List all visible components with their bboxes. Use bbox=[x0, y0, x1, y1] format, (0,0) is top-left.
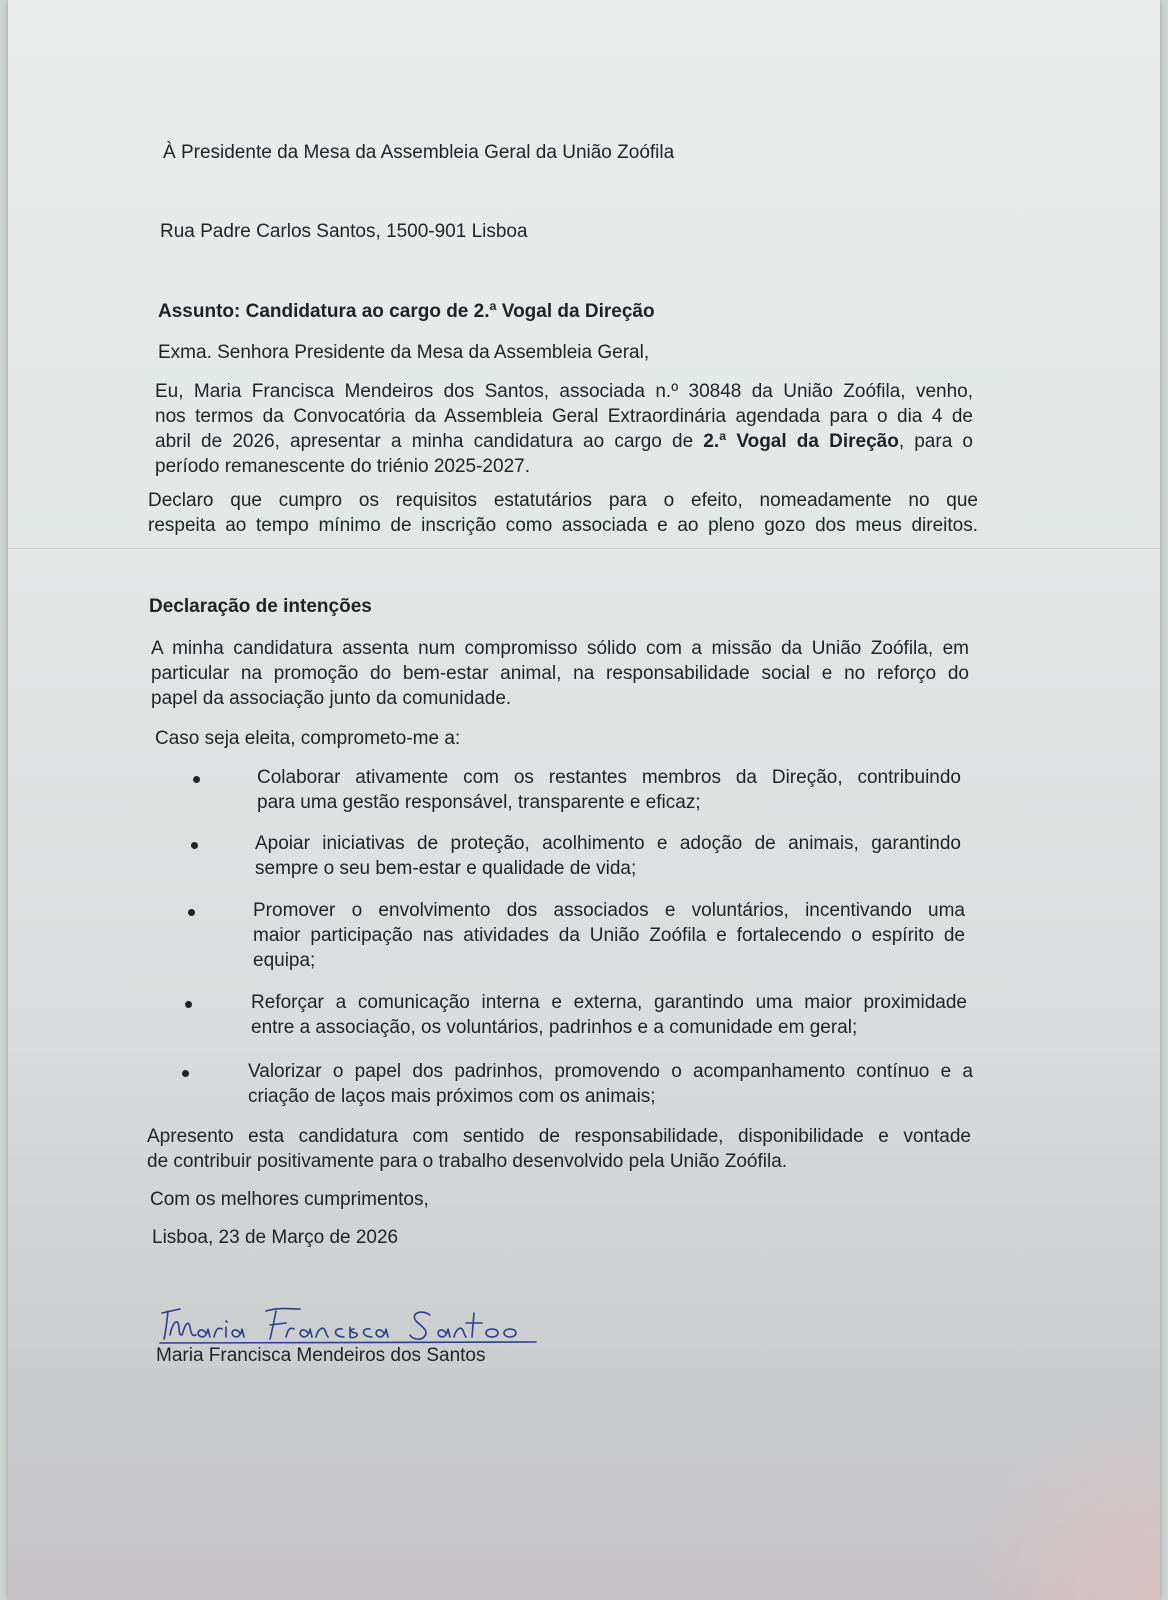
letter-page bbox=[8, 0, 1160, 1600]
closing-line: Apresento esta candidatura com sentido de responsabilidade, disponibilidade e vontade bbox=[147, 1126, 971, 1147]
intentions-line: A minha candidatura assenta num compromisso sólido com a missão da União Zoófila, em bbox=[151, 638, 969, 659]
bullet-icon bbox=[191, 842, 198, 849]
declaration-paragraph bbox=[148, 488, 978, 538]
commitment-item: Promover o envolvimento dos associados e voluntários, incentivando uma maior participação nas atividades da União Zoófila e fortalecendo o espírito de equipa; bbox=[253, 900, 965, 971]
commitments-lead: Caso seja eleita, comprometo-me a: bbox=[155, 728, 461, 749]
commitment-item: Reforçar a comunicação interna e externa, garantindo uma maior proximidade entre a associação, os voluntários, padrinhos e a comunidade em geral; bbox=[251, 992, 967, 1038]
intro-line: abril de 2026, apresentar a minha candidatura ao cargo de 2.ª Vogal da Direção, para o bbox=[155, 431, 973, 452]
printed-signatory-name: Maria Francisca Mendeiros dos Santos bbox=[156, 1345, 486, 1366]
closing-paragraph bbox=[147, 1124, 971, 1174]
paper-fold-crease bbox=[8, 548, 1160, 550]
commitment-item: Colaborar ativamente com os restantes membros da Direção, contribuindo para uma gestão responsável, transparente e eficaz; bbox=[257, 767, 961, 813]
position-emphasis: 2.ª Vogal da Direção bbox=[703, 431, 899, 452]
intentions-paragraph bbox=[151, 636, 969, 711]
handwritten-signature bbox=[158, 1305, 548, 1345]
intro-line: nos termos da Convocatória da Assembleia Geral Extraordinária agendada para o dia 4 de bbox=[155, 406, 973, 427]
commitment-item: Valorizar o papel dos padrinhos, promovendo o acompanhamento contínuo e a criação de laços mais próximos com os animais; bbox=[248, 1061, 973, 1107]
declaration-line: respeita ao tempo mínimo de inscrição como associada e ao pleno gozo dos meus direitos. bbox=[148, 515, 978, 536]
bullet-icon bbox=[182, 1070, 189, 1077]
place-date: Lisboa, 23 de Março de 2026 bbox=[152, 1227, 399, 1248]
salutation: Exma. Senhora Presidente da Mesa da Assembleia Geral, bbox=[158, 342, 650, 363]
intentions-heading: Declaração de intenções bbox=[149, 596, 372, 617]
declaration-line: Declaro que cumpro os requisitos estatutários para o efeito, nomeadamente no que bbox=[148, 490, 978, 511]
bullet-icon bbox=[188, 909, 195, 916]
intentions-line: papel da associação junto da comunidade. bbox=[151, 688, 512, 709]
intro-line: período remanescente do triénio 2025-2027. bbox=[155, 456, 530, 477]
bullet-icon bbox=[185, 1001, 192, 1008]
intro-paragraph bbox=[155, 379, 973, 479]
closing-line: de contribuir positivamente para o trabalho desenvolvido pela União Zoófila. bbox=[147, 1151, 788, 1172]
recipient-address: Rua Padre Carlos Santos, 1500-901 Lisboa bbox=[160, 221, 528, 242]
intentions-line: particular na promoção do bem-estar animal, na responsabilidade social e no reforço do bbox=[151, 663, 969, 684]
bullet-icon bbox=[193, 776, 200, 783]
recipient-line: À Presidente da Mesa da Assembleia Geral da União Zoófila bbox=[163, 142, 675, 163]
subject-line: Assunto: Candidatura ao cargo de 2.ª Vogal da Direção bbox=[158, 301, 655, 322]
commitment-item: Apoiar iniciativas de proteção, acolhimento e adoção de animais, garantindo sempre o seu bem-estar e qualidade de vida; bbox=[255, 833, 961, 879]
regards-line: Com os melhores cumprimentos, bbox=[150, 1189, 429, 1210]
intro-line: Eu, Maria Francisca Mendeiros dos Santos, associada n.º 30848 da União Zoófila, venho, bbox=[155, 381, 973, 402]
